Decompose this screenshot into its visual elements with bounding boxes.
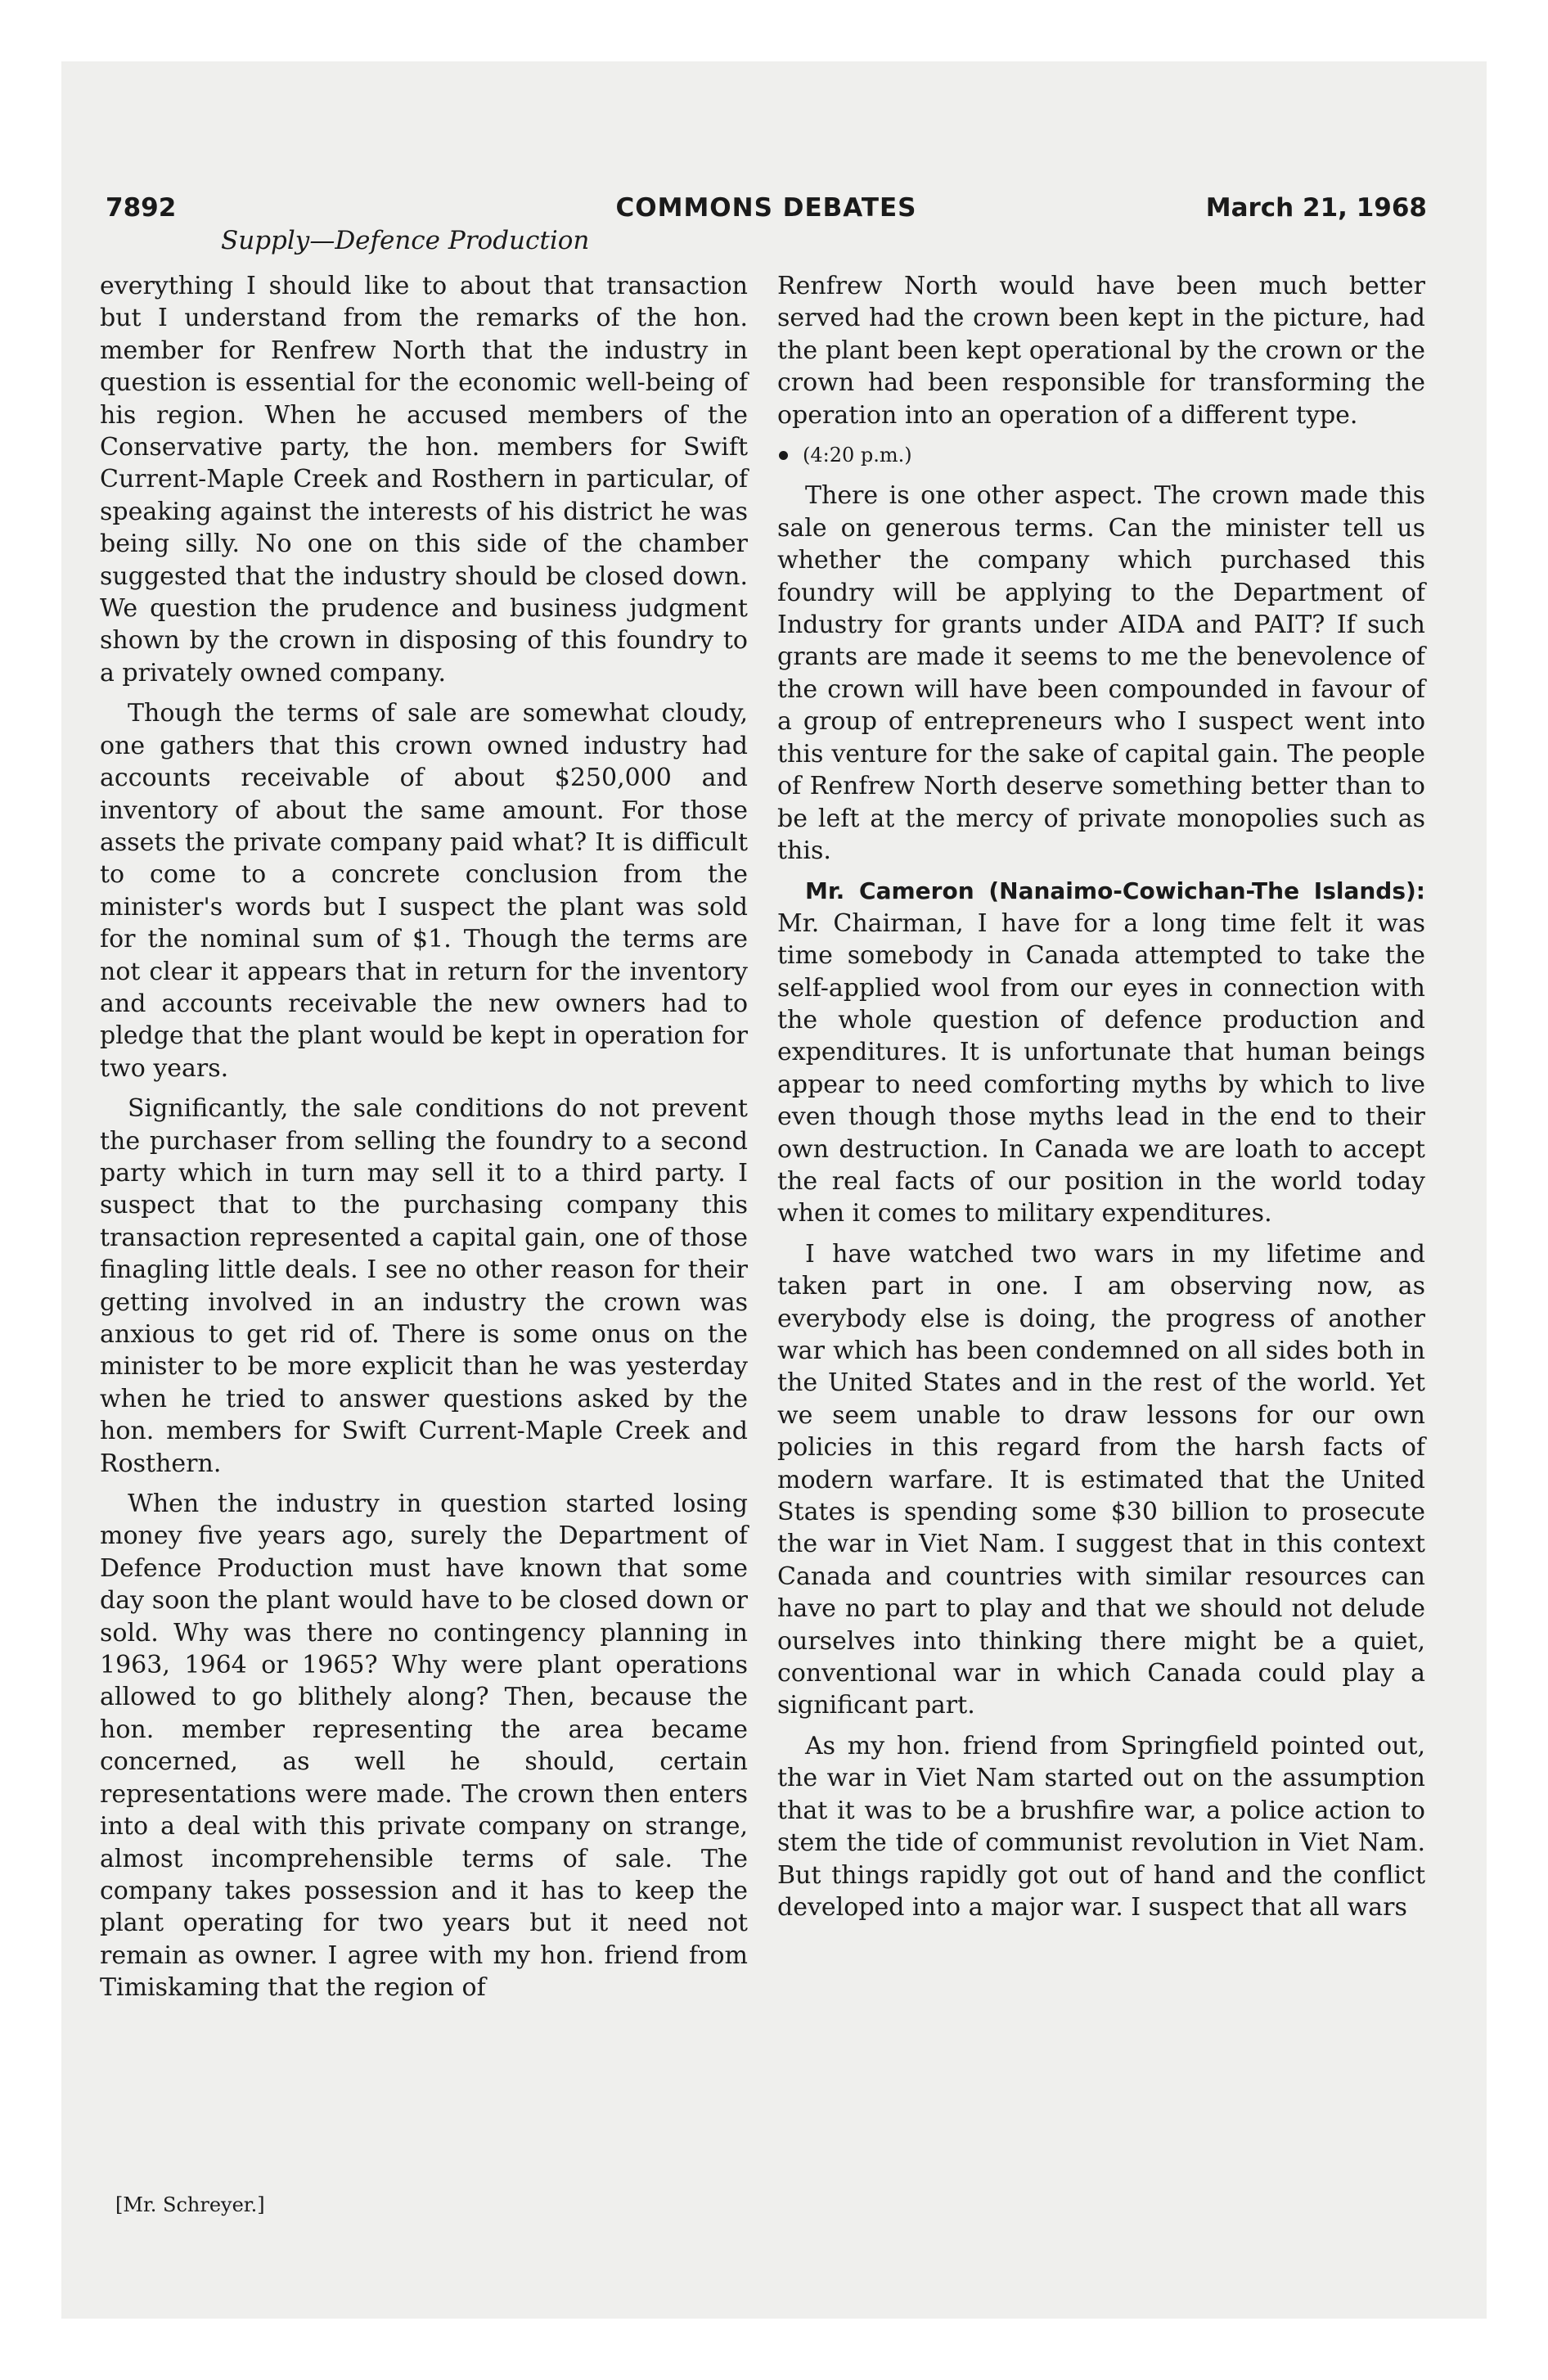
speaker-text: Mr. Chairman, I have for a long time felt it was time somebody in Canada attempted to take the self-applied wool from our eyes in connection with the whole question of defence production and expenditures. It is unfortunate that human beings appear to need comforting myths by which to live even though those myths lead in the end to their own destruction. In Canada we are loath to accept the real facts of our position in the world today when it comes to military expenditures. <box>777 908 1425 1228</box>
right-paragraph-4: I have watched two wars in my lifetime and taken part in one. I am observing now, as everybody else is doing, the progress of another war which has been condemned on all sides both in the United States and in the rest of the world. Yet we seem unable to draw lessons for our own policies in this regard from the harsh facts of modern warfare. It is estimated that the United States is spending some $30 billion to prosecute the war in Viet Nam. I suggest that in this context Canada and countries with similar resources can have no part to play and that we should not delude ourselves into thinking there might be a quiet, conventional war in which Canada could play a significant part. <box>777 1239 1425 1720</box>
publication-title: COMMONS DEBATES <box>615 193 917 223</box>
right-paragraph-2: There is one other aspect. The crown made this sale on generous terms. Can the minister tell us whether the company which purchased this foundry will be applying to the Department of Industry for grants under AIDA and PAIT? If such grants are made it seems to me the benevolence of the crown will have been compounded in favour of a group of entrepreneurs who I suspect went into this venture for the sake of capital gain. The people of Renfrew North deserve something better than to be left at the mercy of private monopolies such as this. <box>777 481 1425 865</box>
left-paragraph-4: When the industry in question started losing money five years ago, surely the Department of Defence Production must have known that some day soon the plant would have to be closed down or sold. Why was there no contingency planning in 1963, 1964 or 1965? Why were plant operations allowed to go blithely along? Then, because the hon. member representing the area became concerned, as well he should, certain representations were made. The crown then enters into a deal with this private company on strange, almost incomprehensible terms of sale. The company takes possession and it has to keep the plant operating for two years but it need not remain as owner. I agree with my hon. friend from Timiskaming that the region of <box>100 1490 748 2003</box>
speaker-name: Mr. Cameron (Nanaimo-Cowichan-The Islands): <box>805 877 1425 905</box>
time-marker <box>777 439 1425 471</box>
page-date: March 21, 1968 <box>1205 193 1427 223</box>
speaker-attribution: [Mr. Schreyer.] <box>115 2193 265 2216</box>
left-paragraph-2: Though the terms of sale are somewhat cloudy, one gathers that this crown owned industry had accounts receivable of about $250,000 and inventory of about the same amount. For those assets the private company paid what? It is difficult to come to a concrete conclusion from the minister's words but I suspect the plant was sold for the nominal sum of $1. Though the terms are not clear it appears that in return for the inventory and accounts receivable the new owners had to pledge that the plant would be kept in operation for two years. <box>100 699 748 1083</box>
right-paragraph-5: As my hon. friend from Springfield pointed out, the war in Viet Nam started out on the assumption that it was to be a brushfire war, a police action to stem the tide of communist revolution in Viet Nam. But things rapidly got out of hand and the conflict developed into a major war. I suspect that all wars <box>777 1731 1425 1922</box>
speaker-paragraph <box>777 875 1425 1229</box>
left-paragraph-3: Significantly, the sale conditions do not prevent the purchaser from selling the foundry to a second party which in turn may sell it to a third party. I suspect that to the purchasing company this transaction represented a capital gain, one of those finagling little deals. I see no other reason for their getting involved in an industry the crown was anxious to get rid of. There is some onus on the minister to be more explicit than he was yesterday when he tried to answer questions asked by the hon. members for Swift Current-Maple Creek and Rosthern. <box>100 1094 748 1478</box>
left-column <box>100 270 748 2013</box>
page-header <box>106 188 1427 229</box>
section-subheading: Supply—Defence Production <box>221 226 590 255</box>
page-number: 7892 <box>106 193 177 223</box>
right-paragraph-1: Renfrew North would have been much better served had the crown been kept in the picture, had the plant been kept operational by the crown or the crown had been responsible for transforming the operation into an operation of a different type. <box>777 272 1425 430</box>
bullet-icon <box>779 451 788 460</box>
left-paragraph-1: everything I should like to about that transaction but I understand from the remarks of the hon. member for Renfrew North that the industry in question is essential for the economic well-being of his region. When he accused members of the Conservative party, the hon. members for Swift Current-Maple Creek and Rosthern in particular, of speaking against the interests of his district he was being silly. No one on this side of the chamber suggested that the industry should be closed down. We question the prudence and business judgment shown by the crown in disposing of this foundry to a privately owned company. <box>100 272 748 687</box>
right-column <box>777 270 1425 1931</box>
time-marker-text: (4:20 p.m.) <box>803 444 912 467</box>
